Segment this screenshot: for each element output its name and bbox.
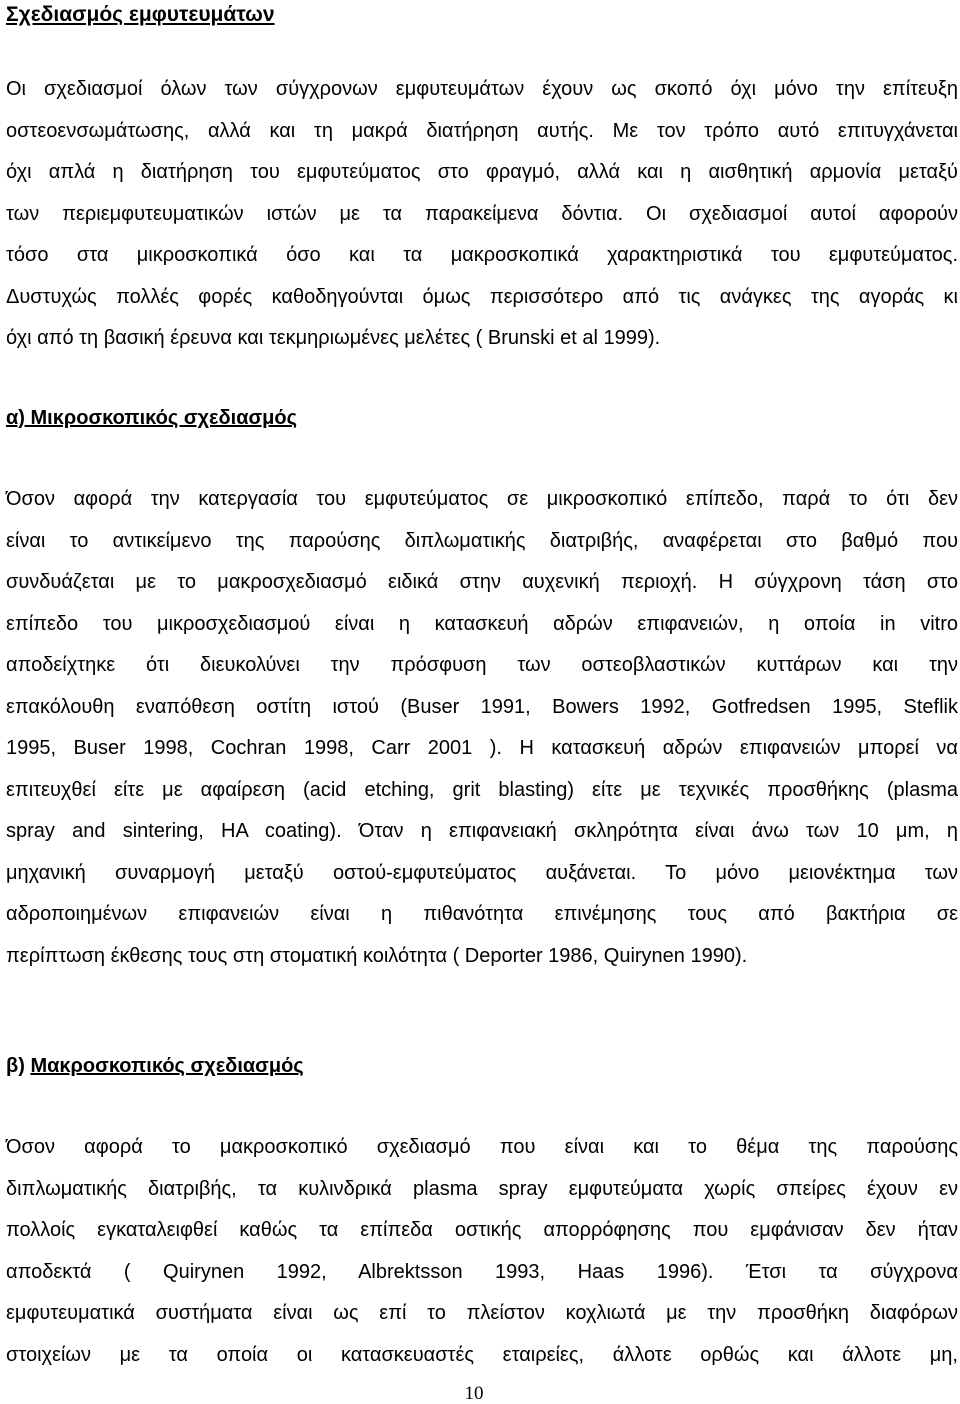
page-title: Σχεδιασμός εμφυτευμάτων	[6, 3, 275, 26]
text-line: spray and sintering, HA coating). Όταν η επιφανειακή σκληρότητα είναι άνω των 10 μm, η	[6, 820, 958, 842]
text-line: στοιχείων με τα οποία οι κατασκευαστές εταιρείες, άλλοτε ορθώς και άλλοτε μη,	[6, 1343, 958, 1366]
text-line: των περιεμφυτευματικών ιστών με τα παρακείμενα δόντια. Οι σχεδιασμοί αυτοί αφορούν	[6, 202, 958, 225]
text-line: αποδείχτηκε ότι διευκολύνει την πρόσφυση των οστεοβλαστικών κυττάρων και την	[6, 654, 958, 676]
text-line: εμφυτευματικά συστήματα είναι ως επί το πλείστον κοχλιωτά με την προσθήκη διαφόρων	[6, 1302, 958, 1324]
text-line: Όσον αφορά το μακροσκοπικό σχεδιασμό που είναι και το θέμα της παρούσης	[6, 1136, 958, 1158]
text-line: επιτευχθεί είτε με αφαίρεση (acid etching, grit blasting) είτε με τεχνικές προσθήκης (plasma	[6, 778, 958, 801]
text-line: συνδυάζεται με το μακροσχεδιασμό ειδικά στην αυχενική περιοχή. Η σύγχρονη τάση στο	[6, 571, 958, 593]
section-b-heading	[6, 1053, 304, 1079]
text-line: Όσον αφορά την κατεργασία του εμφυτεύματος σε μικροσκοπικό επίπεδο, παρά το ότι δεν	[6, 488, 958, 510]
text-line: επακόλουθη εναπόθεση οστίτη ιστού (Buser 1991, Bowers 1992, Gotfredsen 1995, Steflik	[6, 695, 958, 718]
text-line: είναι το αντικείμενο της παρούσης διπλωματικής διατριβής, αναφέρεται στο βαθμό που	[6, 529, 958, 552]
text-line: αποδεκτά ( Quirynen 1992, Albrektsson 1993, Haas 1996). Έτσι τα σύγχρονα	[6, 1260, 958, 1283]
text-line: αδροποιημένων επιφανειών είναι η πιθανότητα επινέμησης τους από βακτήρια σε	[6, 903, 958, 925]
section-b-paragraph	[6, 1127, 958, 1376]
text-line: όχι απλά η διατήρηση του εμφυτεύματος στο φραγμό, αλλά και η αισθητική αρμονία μεταξύ	[6, 161, 958, 183]
text-line: Οι σχεδιασμοί όλων των σύγχρονων εμφυτευμάτων έχουν ως σκοπό όχι μόνο την επίτευξη	[6, 78, 958, 100]
text-line: Δυστυχώς πολλές φορές καθοδηγούνται όμως περισσότερο από τις ανάγκες της αγοράς κι	[6, 285, 958, 308]
section-b-heading-prefix: β)	[6, 1055, 31, 1077]
page-number: 10	[464, 1383, 484, 1404]
text-line: οστεοενσωμάτωσης, αλλά και τη μακρά διατήρηση αυτής. Με τον τρόπο αυτό επιτυγχάνεται	[6, 119, 958, 142]
text-line: περίπτωση έκθεσης τους στη στοματική κοιλότητα ( Deporter 1986, Quirynen 1990).	[6, 944, 748, 967]
text-line: 1995, Buser 1998, Cochran 1998, Carr 2001 ). Η κατασκευή αδρών επιφανειών μπορεί να	[6, 737, 958, 759]
text-line: πολλοίς εγκαταλειφθεί καθώς τα επίπεδα οστικής απορρόφησης που εμφάνισαν δεν ήταν	[6, 1219, 958, 1241]
text-line: διπλωματικής διατριβής, τα κυλινδρικά plasma spray εμφυτεύματα χωρίς σπείρες έχουν εν	[6, 1177, 958, 1200]
text-line: όχι από τη βασική έρευνα και τεκμηριωμένες μελέτες ( Brunski et al 1999).	[6, 327, 661, 349]
text-line: τόσο στα μικροσκοπικά όσο και τα μακροσκοπικά χαρακτηριστικά του εμφυτεύματος.	[6, 244, 958, 266]
section-a-paragraph	[6, 479, 958, 977]
text-line: επίπεδο του μικροσχεδιασμού είναι η κατασκευή αδρών επιφανειών, η οποία in vitro	[6, 612, 958, 635]
intro-paragraph	[6, 69, 958, 360]
text-line: μηχανική συναρμογή μεταξύ οστού-εμφυτεύματος αυξάνεται. Το μόνο μειονέκτημα των	[6, 861, 958, 884]
section-a-heading: α) Μικροσκοπικός σχεδιασμός	[6, 407, 298, 429]
section-b-heading-text: Μακροσκοπικός σχεδιασμός	[30, 1055, 304, 1077]
